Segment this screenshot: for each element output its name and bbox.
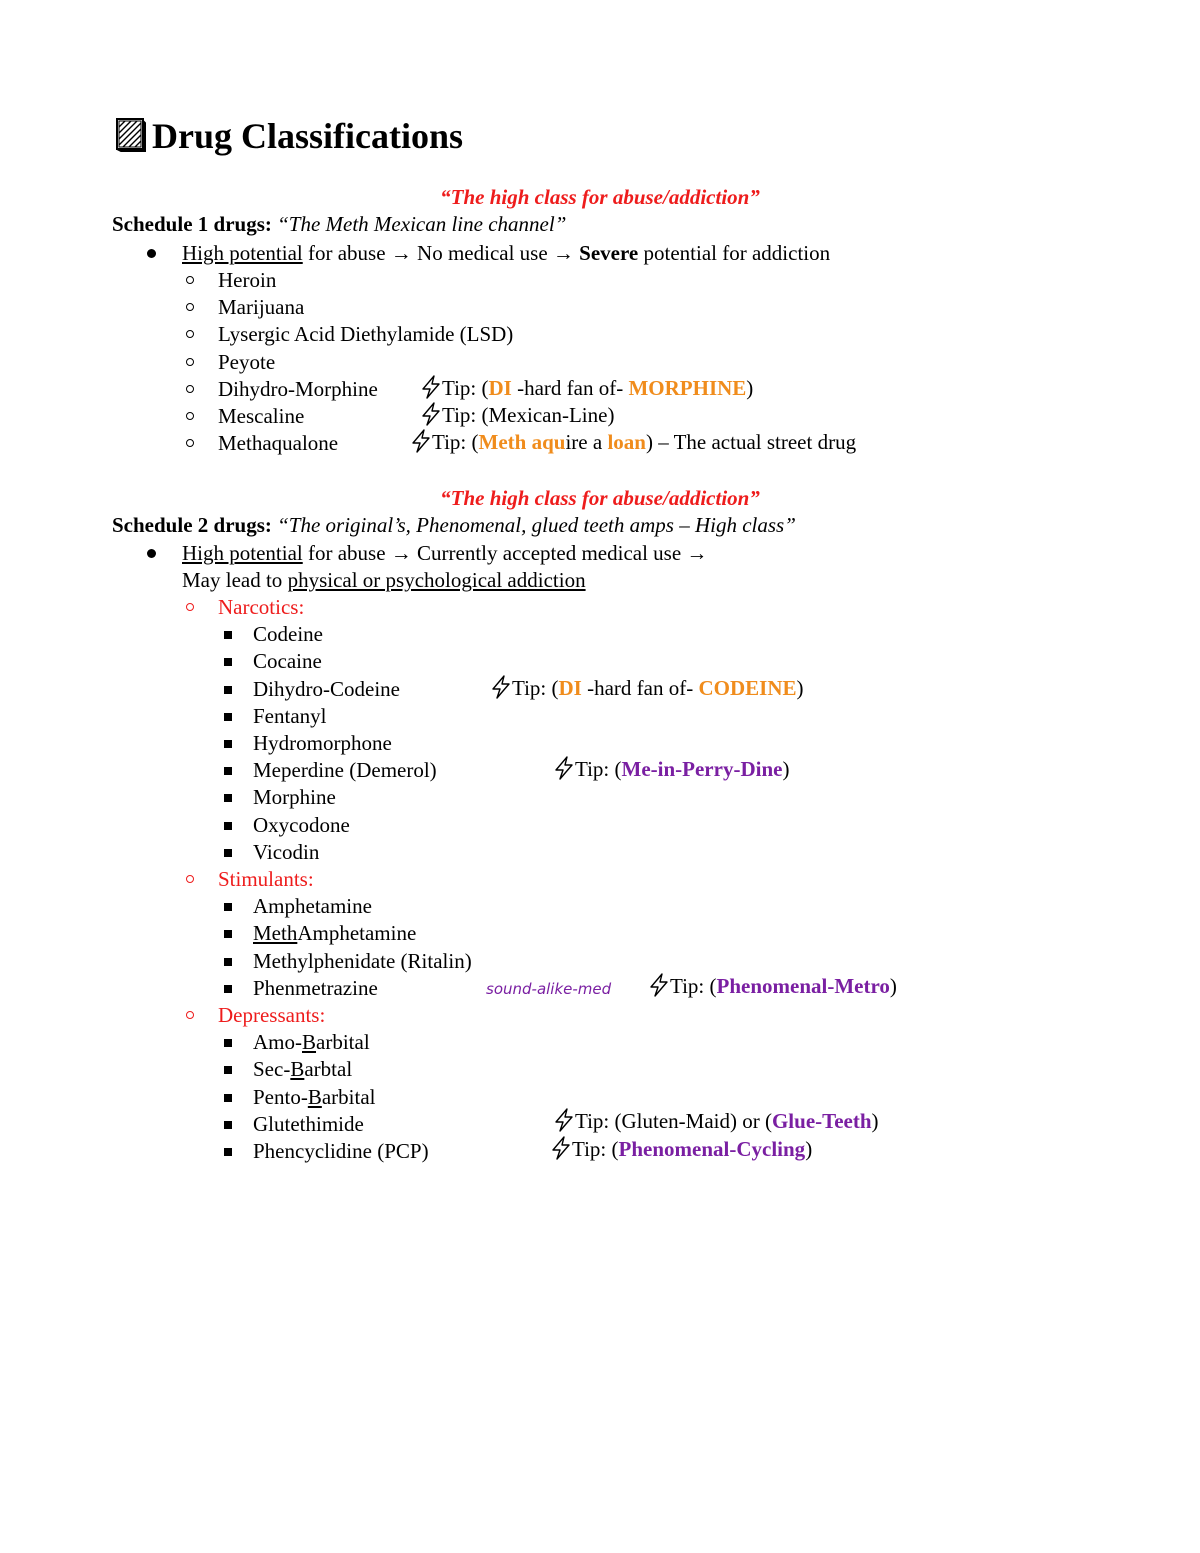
disc-bullet <box>147 249 156 258</box>
schedule1-heading-line <box>112 211 566 237</box>
square-bullet <box>224 1039 232 1047</box>
square-bullet <box>224 958 232 966</box>
schedule2-mnemonic: “The original’s, Phenomenal, glued teeth amps – High class” <box>277 513 796 537</box>
square-bullet <box>224 1066 232 1074</box>
square-bullet <box>224 658 232 666</box>
lightning-bolt-icon <box>410 429 432 453</box>
square-bullet <box>224 903 232 911</box>
square-bullet <box>224 822 232 830</box>
schedule1-mnemonic: “The Meth Mexican line channel” <box>277 212 567 236</box>
square-bullet <box>224 1094 232 1102</box>
square-bullet <box>224 767 232 775</box>
circle-bullet <box>186 412 194 420</box>
circle-bullet <box>186 385 194 393</box>
lightning-bolt-icon <box>420 375 442 399</box>
lightning-bolt-icon <box>648 973 670 997</box>
tip-phenmetrazine: Tip: (Phenomenal-Metro) <box>648 973 897 999</box>
lightning-bolt-icon <box>490 675 512 699</box>
circle-bullet <box>186 603 194 611</box>
square-bullet <box>224 849 232 857</box>
square-bullet <box>224 686 232 694</box>
circle-bullet <box>186 330 194 338</box>
tip-meperdine: Tip: (Me-in-Perry-Dine) <box>553 756 789 782</box>
page-title <box>114 114 463 158</box>
sound-alike-note: sound-alike-med <box>486 980 612 998</box>
square-bullet <box>224 1148 232 1156</box>
square-bullet <box>224 740 232 748</box>
square-bullet <box>224 930 232 938</box>
tip-dihydro-codeine: Tip: (DI -hard fan of- CODEINE) <box>490 675 804 701</box>
circle-bullet <box>186 1011 194 1019</box>
lightning-bolt-icon <box>553 756 575 780</box>
schedule2-heading: Schedule 2 drugs: <box>112 513 272 537</box>
circle-bullet <box>186 875 194 883</box>
lightning-bolt-icon <box>553 1108 575 1132</box>
square-bullet <box>224 794 232 802</box>
tip-dihydro-morphine: Tip: (DI -hard fan of- MORPHINE) <box>420 375 753 401</box>
lightning-bolt-icon <box>550 1136 572 1160</box>
circle-bullet <box>186 276 194 284</box>
notebook-icon <box>114 117 148 153</box>
schedule2-tagline: “The high class for abuse/addiction” <box>440 486 760 510</box>
circle-bullet <box>186 358 194 366</box>
tip-methaqualone: Tip: (Meth aquire a loan) – The actual street drug <box>410 429 856 455</box>
tip-pcp: Tip: (Phenomenal-Cycling) <box>550 1136 812 1162</box>
schedule1-heading: Schedule 1 drugs: <box>112 212 272 236</box>
tip-glutethimide: Tip: (Gluten-Maid) or (Glue-Teeth) <box>553 1108 879 1134</box>
disc-bullet <box>147 549 156 558</box>
square-bullet <box>224 631 232 639</box>
square-bullet <box>224 1121 232 1129</box>
schedule1-tagline: “The high class for abuse/addiction” <box>440 185 760 209</box>
square-bullet <box>224 713 232 721</box>
circle-bullet <box>186 439 194 447</box>
square-bullet <box>224 985 232 993</box>
circle-bullet <box>186 303 194 311</box>
schedule2-heading-line <box>112 512 796 538</box>
title-text: Drug Classifications <box>152 116 464 156</box>
lightning-bolt-icon <box>420 402 442 426</box>
tip-mescaline: Tip: (Mexican-Line) <box>420 402 614 428</box>
